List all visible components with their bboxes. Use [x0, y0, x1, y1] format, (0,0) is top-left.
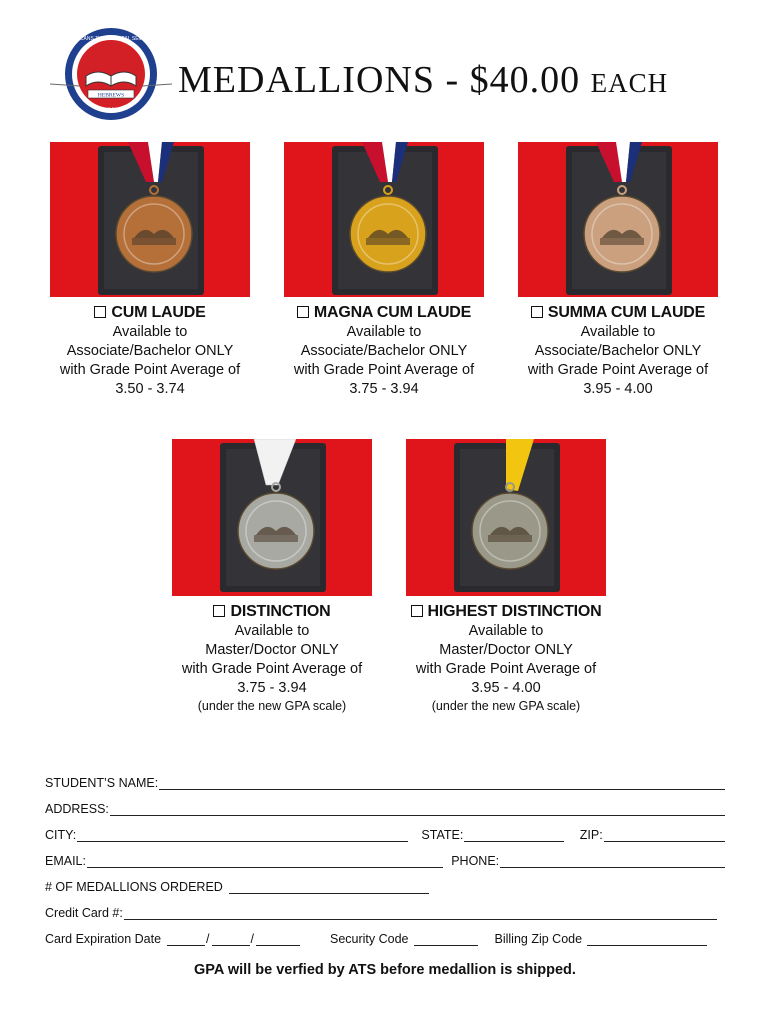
- medallion-name: CUM LAUDE: [111, 304, 206, 321]
- phone-field[interactable]: [500, 856, 725, 868]
- medallion-desc-line: with Grade Point Average of: [59, 362, 241, 378]
- medallion-desc-line: with Grade Point Average of: [293, 362, 475, 378]
- page-title: [178, 58, 668, 102]
- address-field[interactable]: [110, 804, 725, 816]
- checkbox-cum-laude[interactable]: [94, 306, 106, 318]
- medallion-illustration: [50, 142, 250, 297]
- medallion-card-magna-cum-laude: [274, 142, 494, 399]
- medallion-illustration: [284, 142, 484, 297]
- seminary-seal-logo: [50, 24, 172, 124]
- title-main: MEDALLIONS - $40.00: [178, 59, 581, 101]
- medallion-name: MAGNA CUM LAUDE: [313, 304, 472, 321]
- expiration-year-field[interactable]: [256, 934, 300, 946]
- email-label: EMAIL:: [45, 854, 86, 868]
- medallion-card-distinction: [162, 439, 382, 715]
- medallion-desc-line: Associate/Bachelor ONLY: [66, 343, 234, 359]
- medallion-desc-line: Available to: [580, 324, 656, 340]
- student-name-field[interactable]: [159, 778, 725, 790]
- medallion-desc-line: Associate/Bachelor ONLY: [534, 343, 702, 359]
- medallion-desc-line: Available to: [234, 623, 310, 639]
- checkbox-distinction[interactable]: [213, 605, 225, 617]
- phone-label: PHONE:: [451, 854, 500, 868]
- medallion-card-highest-distinction: [396, 439, 616, 715]
- medallion-illustration: [406, 439, 606, 596]
- logo-year: 1968: [104, 108, 118, 114]
- medallion-card-cum-laude: [40, 142, 260, 399]
- logo-top-text: AMERICANS THEOLOGICAL SEMINARY: [64, 36, 158, 42]
- address-label: ADDRESS:: [45, 802, 109, 816]
- expiration-day-field[interactable]: [212, 934, 250, 946]
- credit-card-field[interactable]: [124, 908, 717, 920]
- zip-label: ZIP:: [579, 828, 603, 842]
- credit-card-label: Credit Card #:: [45, 906, 123, 920]
- gpa-scale-note: (under the new GPA scale): [197, 699, 347, 713]
- expiration-month-field[interactable]: [167, 934, 205, 946]
- medallion-photo: [406, 439, 606, 596]
- verification-note: GPA will be verfied by ATS before medallion is shipped.: [194, 962, 576, 978]
- billing-zip-field[interactable]: [587, 934, 707, 946]
- student-name-label: STUDENT’S NAME:: [45, 776, 159, 790]
- order-form: STUDENT’S NAME: ADDRESS: CITY: STATE: ZIP: EMAIL: PHONE: # OF MEDALLIONS ORDERED Credit Card #: Card Expiration Date / / Security Code Billing Zip Code: [45, 770, 725, 950]
- medallion-photo: [172, 439, 372, 596]
- zip-field[interactable]: [604, 830, 725, 842]
- expiration-label: Card Expiration Date: [45, 932, 162, 946]
- medallion-desc-line: with Grade Point Average of: [527, 362, 709, 378]
- security-code-label: Security Code: [330, 932, 409, 946]
- medallion-gpa-range: 3.95 - 4.00: [471, 680, 541, 696]
- city-field[interactable]: [77, 830, 408, 842]
- medallion-gpa-range: 3.95 - 4.00: [583, 381, 653, 397]
- medallion-desc-line: Available to: [468, 623, 544, 639]
- medallion-desc-line: with Grade Point Average of: [415, 661, 597, 677]
- medallion-desc-line: Available to: [346, 324, 422, 340]
- medallion-photo: [50, 142, 250, 297]
- medallion-illustration: [172, 439, 372, 596]
- medallion-photo: [284, 142, 484, 297]
- state-label: STATE:: [421, 828, 464, 842]
- state-field[interactable]: [464, 830, 563, 842]
- security-code-field[interactable]: [414, 934, 478, 946]
- medallion-card-summa-cum-laude: [508, 142, 728, 399]
- email-field[interactable]: [87, 856, 443, 868]
- medallion-photo: [518, 142, 718, 297]
- medallion-illustration: [518, 142, 718, 297]
- gpa-scale-note: (under the new GPA scale): [431, 699, 581, 713]
- medallion-desc-line: Available to: [112, 324, 188, 340]
- checkbox-magna-cum-laude[interactable]: [297, 306, 309, 318]
- medallion-desc-line: Master/Doctor ONLY: [439, 642, 573, 658]
- medallion-desc-line: with Grade Point Average of: [181, 661, 363, 677]
- medallion-name: DISTINCTION: [230, 603, 331, 620]
- checkbox-summa-cum-laude[interactable]: [531, 306, 543, 318]
- medallion-desc-line: Master/Doctor ONLY: [205, 642, 339, 658]
- medallion-count-label: # OF MEDALLIONS ORDERED: [45, 880, 223, 894]
- billing-zip-label: Billing Zip Code: [494, 932, 583, 946]
- city-label: CITY:: [45, 828, 77, 842]
- checkbox-highest-distinction[interactable]: [411, 605, 423, 617]
- medallion-name: SUMMA CUM LAUDE: [547, 304, 706, 321]
- medallion-count-field[interactable]: [229, 882, 429, 894]
- title-suffix: each: [590, 59, 669, 101]
- medallion-gpa-range: 3.75 - 3.94: [237, 680, 307, 696]
- medallion-name: HIGHEST DISTINCTION: [427, 603, 602, 620]
- medallion-gpa-range: 3.50 - 3.74: [115, 381, 185, 397]
- medallion-gpa-range: 3.75 - 3.94: [349, 381, 419, 397]
- medallion-desc-line: Associate/Bachelor ONLY: [300, 343, 468, 359]
- logo-banner-text: HEBREWS: [97, 92, 125, 99]
